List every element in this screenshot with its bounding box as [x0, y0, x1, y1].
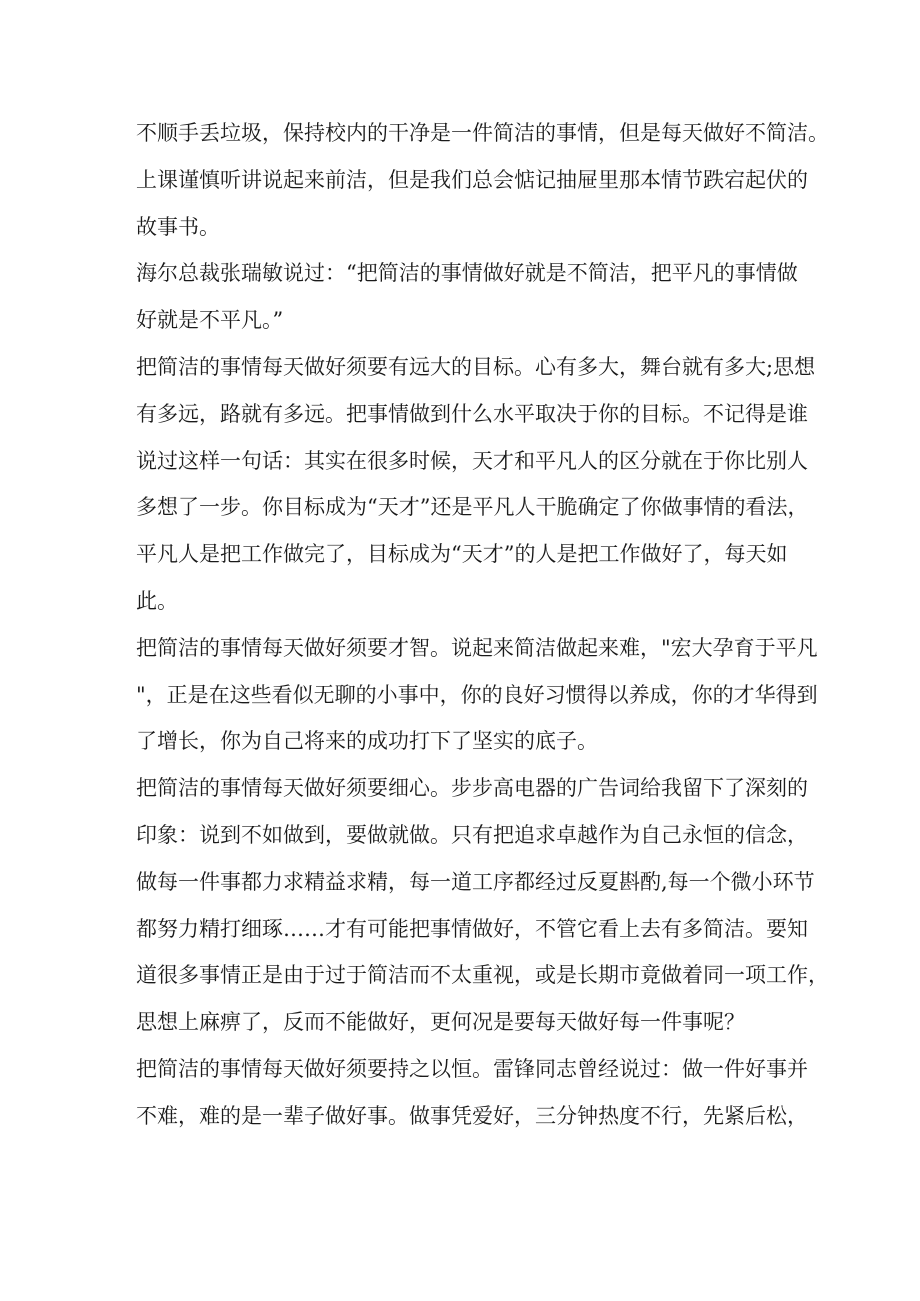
text-line: 把简洁的事情每天做好须要有远大的目标。心有多大，舞台就有多大;思想	[136, 354, 816, 379]
text-line: 有多远，路就有多远。把事情做到什么水平取决于你的目标。不记得是谁	[136, 401, 808, 426]
text-line: "，正是在这些看似无聊的小事中，你的良好习惯得以养成，你的才华得到	[136, 682, 818, 707]
text-line: 上课谨慎听讲说起来前洁，但是我们总会惦记抽屉里那本情节跌宕起伏的	[136, 167, 808, 192]
text-line: 不难，难的是一辈子做好事。做事凭爱好，三分钟热度不行，先紧后松，	[136, 1103, 808, 1128]
text-line: 了增长，你为自己将来的成功打下了坚实的底子。	[136, 729, 598, 754]
text-line: 说过这样一句话：其实在很多时候，天才和平凡人的区分就在于你比别人	[136, 448, 808, 473]
text-line: 好就是不平凡。”	[136, 308, 284, 333]
text-line: 把简洁的事情每天做好须要才智。说起来简洁做起来难，"宏大孕育于平凡	[136, 635, 818, 660]
text-line: 海尔总裁张瑞敏说过：“把简洁的事情做好就是不简洁，把平凡的事情做	[136, 261, 798, 286]
text-line: 故事书。	[136, 214, 220, 239]
text-line: 把简洁的事情每天做好须要细心。步步高电器的广告词给我留下了深刻的	[136, 776, 808, 801]
text-line: 道很多事情正是由于过于简洁而不太重视，或是长期市竟做着同一项工作，	[136, 963, 829, 988]
text-line: 都努力精打细琢……才有可能把事情做好，不管它看上去有多简洁。要知	[136, 916, 808, 941]
text-line: 把简洁的事情每天做好须要持之以恒。雷锋同志曾经说过：做一件好事并	[136, 1056, 808, 1081]
document-body-text	[136, 110, 829, 1140]
text-line: 不顺手丢垃圾，保持校内的干净是一件简洁的事情，但是每天做好不简洁。	[136, 121, 829, 145]
text-line: 多想了一步。你目标成为“天才”还是平凡人干脆确定了你做事情的看法，	[136, 495, 809, 520]
text-line: 思想上麻痹了，反而不能做好，更何况是要每天做好每一件事呢？	[136, 1010, 745, 1035]
text-line: 印象：说到不如做到，要做就做。只有把追求卓越作为自己永恒的信念，	[136, 822, 808, 847]
text-line: 此。	[136, 588, 178, 613]
text-line: 平凡人是把工作做完了，目标成为“天才”的人是把工作做好了，每天如	[136, 542, 788, 567]
text-line: 做每一件事都力求精益求精，每一道工序都经过反夏斟酌,每一个微小环节	[136, 869, 815, 894]
